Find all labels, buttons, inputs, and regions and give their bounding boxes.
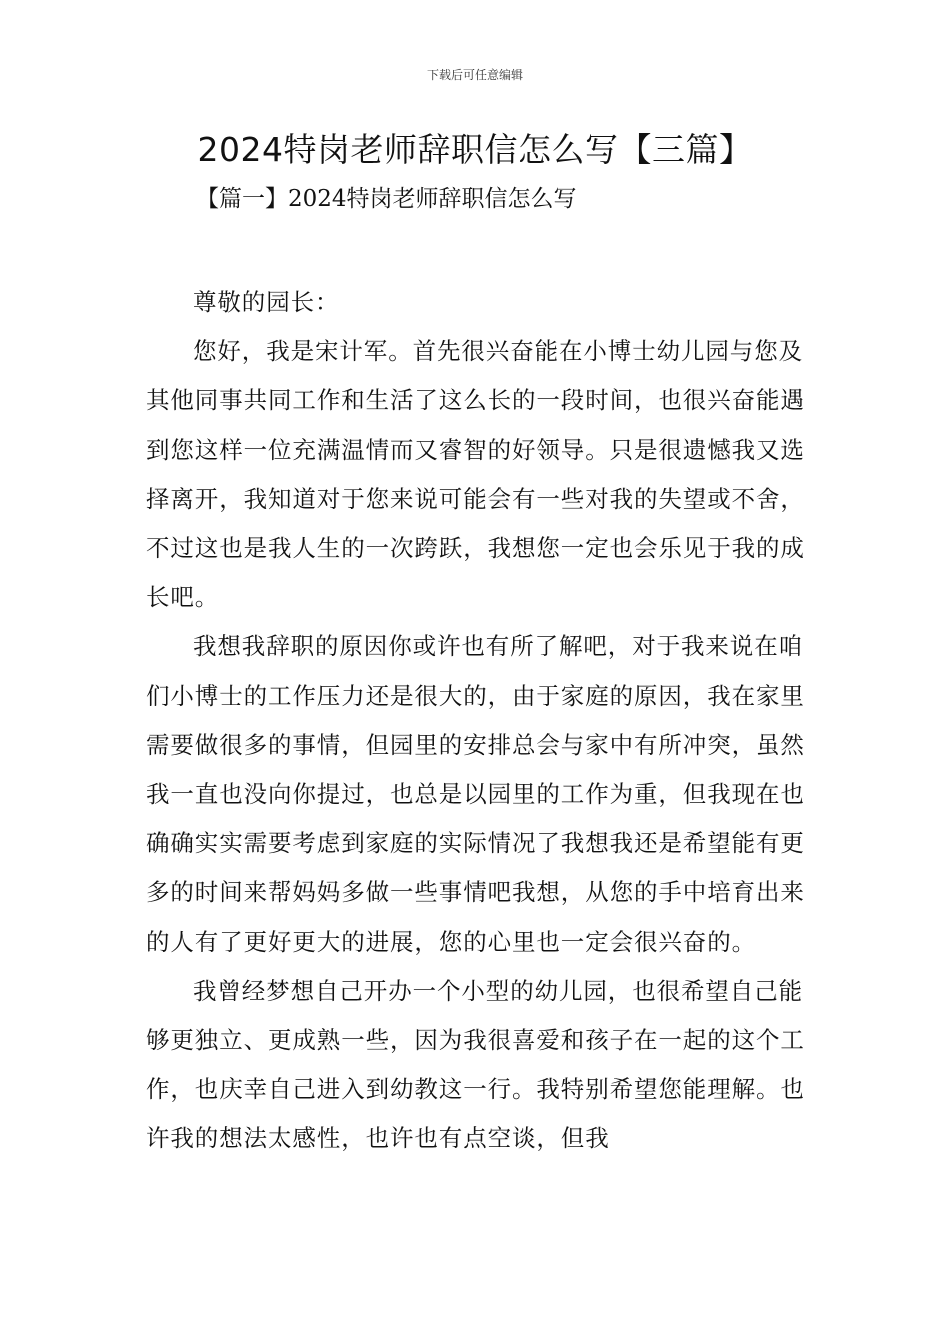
letter-body xyxy=(146,278,806,1164)
salutation: 尊敬的园长： xyxy=(193,288,340,316)
paragraph-3: 我曾经梦想自己开办一个小型的幼儿园，也很希望自己能够更独立、更成熟一些，因为我很喜爱和孩子在一起的这个工作，也庆幸自己进入到幼教这一行。我特别希望您能理解。也许我的想法太感性，也许也有点空谈，但我 xyxy=(146,976,805,1153)
document-title: 2024特岗老师辞职信怎么写【三篇】 xyxy=(197,130,753,169)
section-title: 【篇一】2024特岗老师辞职信怎么写 xyxy=(196,186,577,212)
paragraph-1: 您好，我是宋计军。首先很兴奋能在小博士幼儿园与您及其他同事共同工作和生活了这么长的一段时间，也很兴奋能遇到您这样一位充满温情而又睿智的好领导。只是很遗憾我又选择离开，我知道对于您来说可能会有一些对我的失望或不舍，不过这也是我人生的一次跨跃，我想您一定也会乐见于我的成长吧。 xyxy=(146,337,805,612)
header-note: 下载后可任意编辑 xyxy=(426,68,523,82)
paragraph-2: 我想我辞职的原因你或许也有所了解吧，对于我来说在咱们小博士的工作压力还是很大的，由于家庭的原因，我在家里需要做很多的事情，但园里的安排总会与家中有所冲突，虽然我一直也没向你提过，也总是以园里的工作为重，但我现在也确确实实需要考虑到家庭的实际情况了我想我还是希望能有更多的时间来帮妈妈多做一些事情吧我想，从您的手中培育出来的人有了更好更大的进展，您的心里也一定会很兴奋的。 xyxy=(146,632,805,956)
